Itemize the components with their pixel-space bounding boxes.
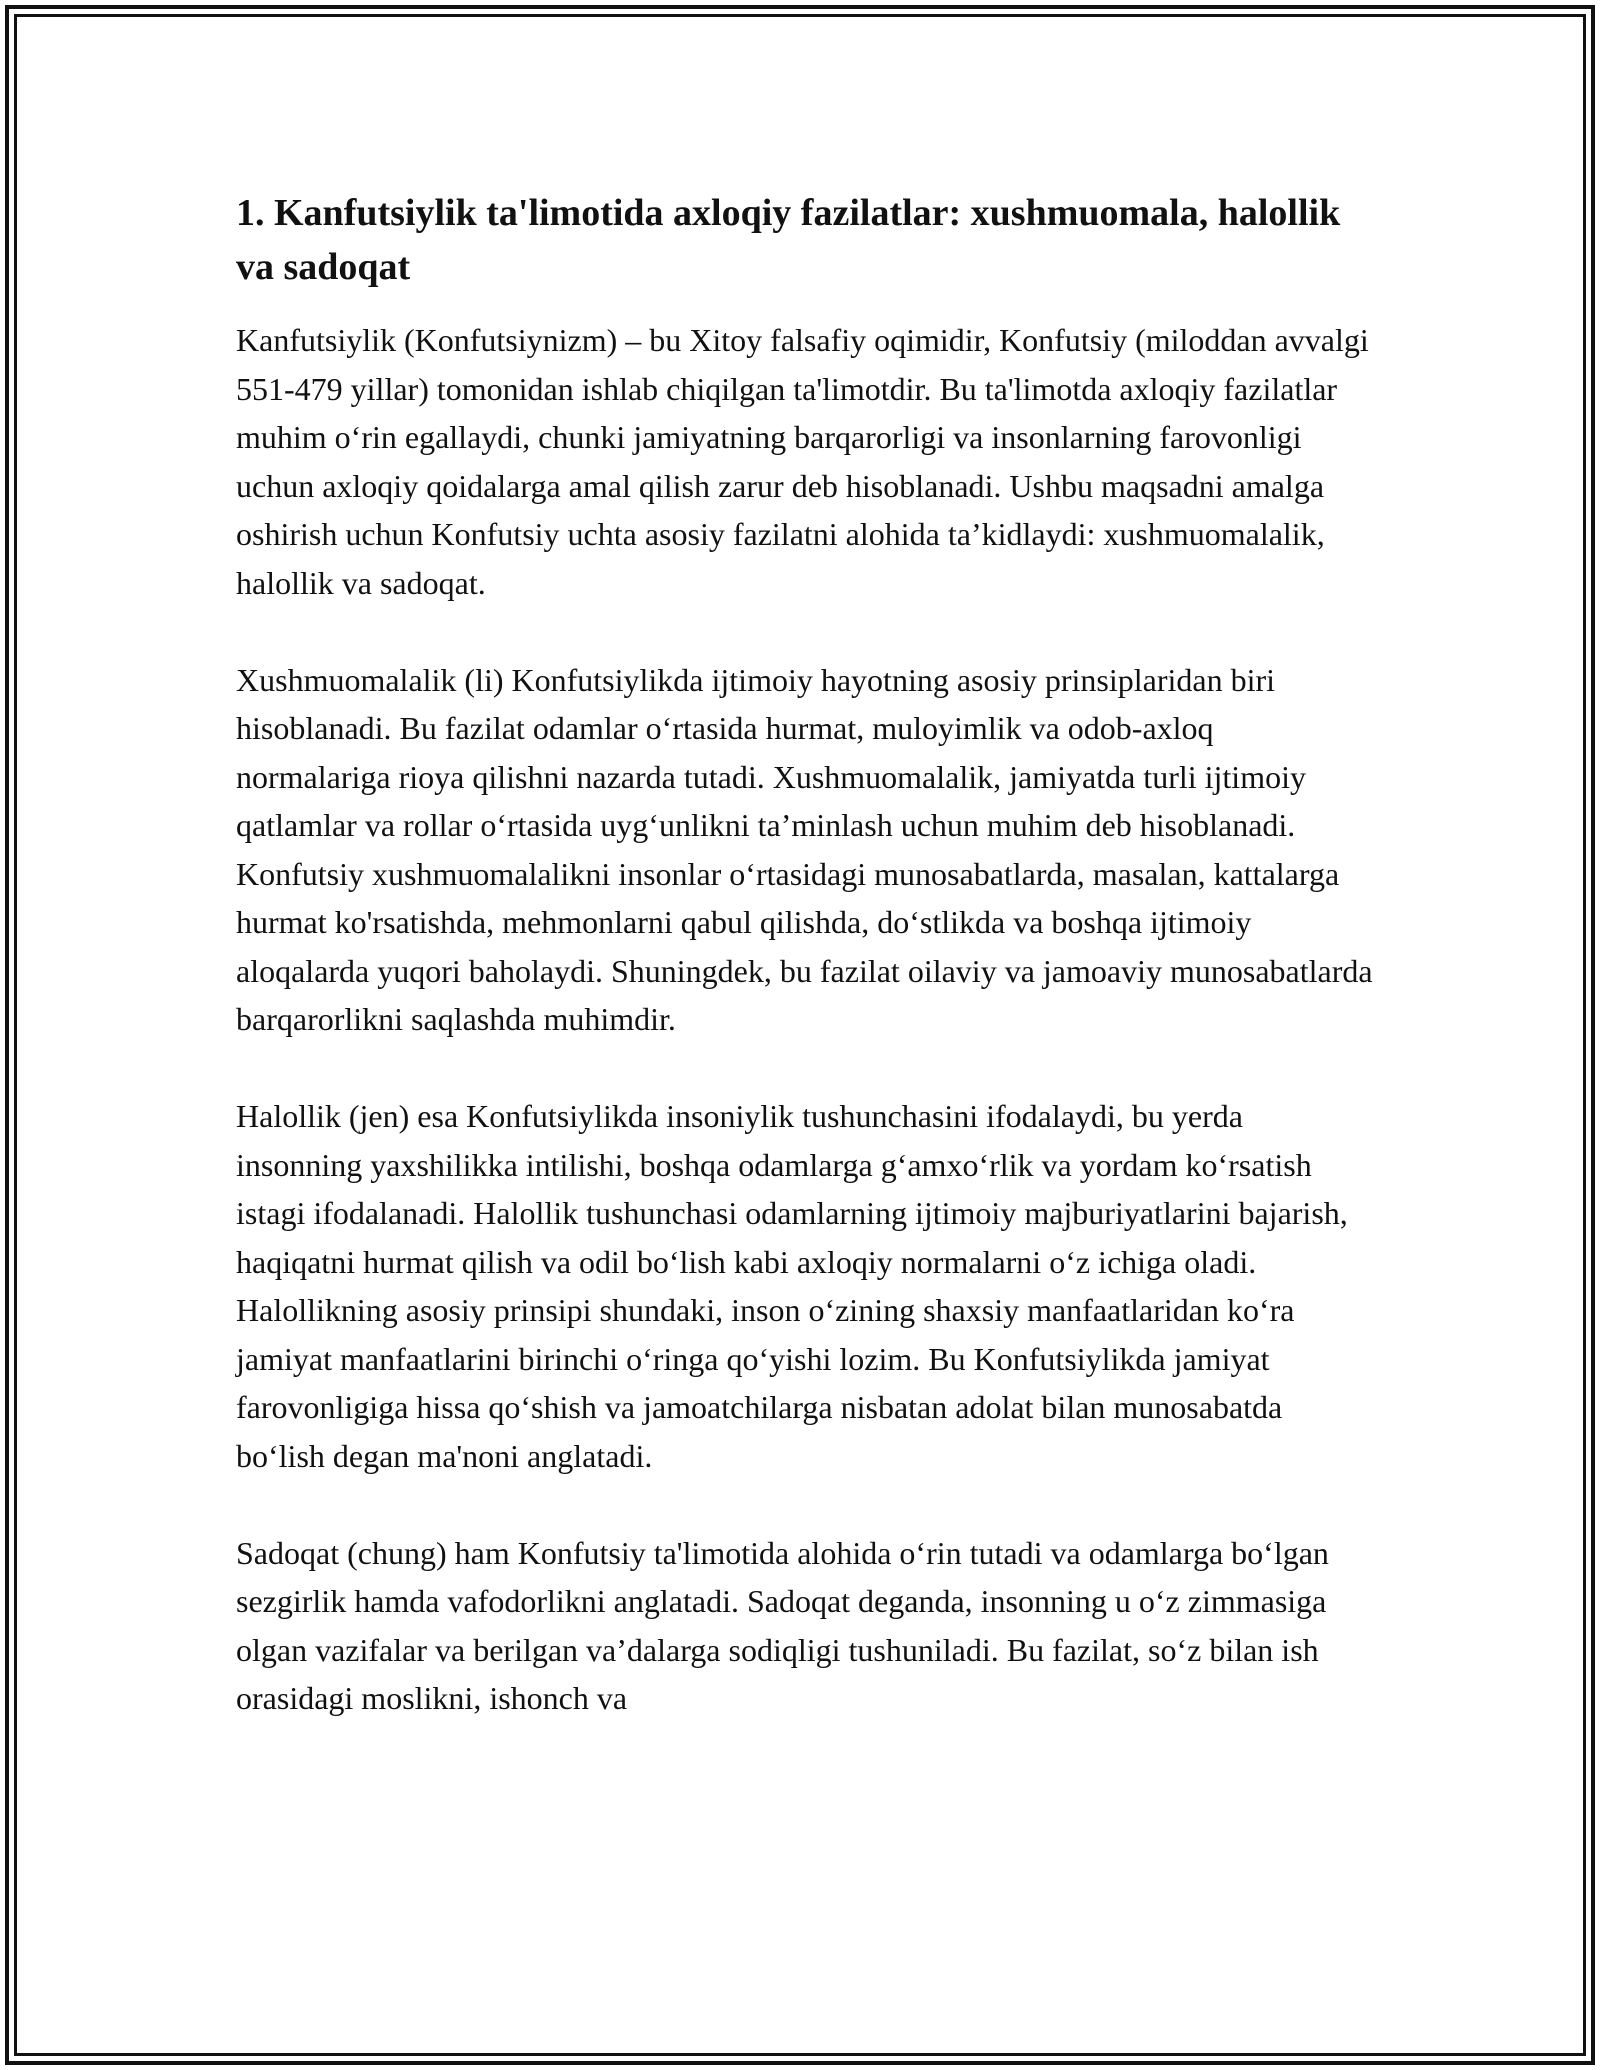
document-page (236, 186, 1376, 1771)
paragraph-halollik: Halollik (jen) esa Konfutsiylikda insoniylik tushunchasini ifodalaydi, bu yerda insonning yaxshilikka intilishi, boshqa odamlarga g‘amxo‘rlik va yordam ko‘rsatish istagi ifodalanadi. Halollik tushunchasi odamlarning ijtimoiy majburiyatlarini bajarish, haqiqatni hurmat qilish va odil bo‘lish kabi axloqiy normalarni o‘z ichiga oladi. Halollikning asosiy prinsipi shundaki, inson o‘zining shaxsiy manfaatlaridan ko‘ra jamiyat manfaatlarini birinchi o‘ringa qo‘yishi lozim. Bu Konfutsiylikda jamiyat farovonligiga hissa qo‘shish va jamoatchilarga nisbatan adolat bilan munosabatda bo‘lish degan ma'noni anglatadi. (236, 1098, 1348, 1474)
paragraph-sadoqat: Sadoqat (chung) ham Konfutsiy ta'limotida alohida o‘rin tutadi va odamlarga bo‘lgan sezgirlik hamda vafodorlikni anglatadi. Sadoqat deganda, insonning u o‘z zimmasiga olgan vazifalar va berilgan va’dalarga sodiqligi tushuniladi. Bu fazilat, so‘z bilan ish orasidagi moslikni, ishonch va (236, 1534, 1329, 1716)
paragraph-xushmuomalalik: Xushmuomalalik (li) Konfutsiylikda ijtimoiy hayotning asosiy prinsiplaridan biri hisoblanadi. Bu fazilat odamlar o‘rtasida hurmat, muloyimlik va odob-axloq normalariga rioya qilishni nazarda tutadi. Xushmuomalalik, jamiyatda turli ijtimoiy qatlamlar va rollar o‘rtasida uyg‘unlikni ta’minlash uchun muhim deb hisoblanadi. Konfutsiy xushmuomalalikni insonlar o‘rtasidagi munosabatlarda, masalan, kattalarga hurmat ko'rsatishda, mehmonlarni qabul qilishda, do‘stlikda va boshqa ijtimoiy aloqalarda yuqori baholaydi. Shuningdek, bu fazilat oilaviy va jamoaviy munosabatlarda barqarorlikni saqlashda muhimdir. (236, 661, 1373, 1037)
section-heading: 1. Kanfutsiylik ta'limotida axloqiy fazilatlar: xushmuomala, halollik va sadoqat (236, 192, 1341, 288)
paragraph-intro: Kanfutsiylik (Konfutsiynizm) – bu Xitoy falsafiy oqimidir, Konfutsiy (miloddan avvalgi 551-479 yillar) tomonidan ishlab chiqilgan ta'limotdir. Bu ta'limotda axloqiy fazilatlar muhim o‘rin egallaydi, chunki jamiyatning barqarorligi va insonlarning farovonligi uchun axloqiy qoidalarga amal qilish zarur deb hisoblanadi. Ushbu maqsadni amalga oshirish uchun Konfutsiy uchta asosiy fazilatni alohida ta’kidlaydi: xushmuomalalik, halollik va sadoqat. (236, 322, 1369, 601)
